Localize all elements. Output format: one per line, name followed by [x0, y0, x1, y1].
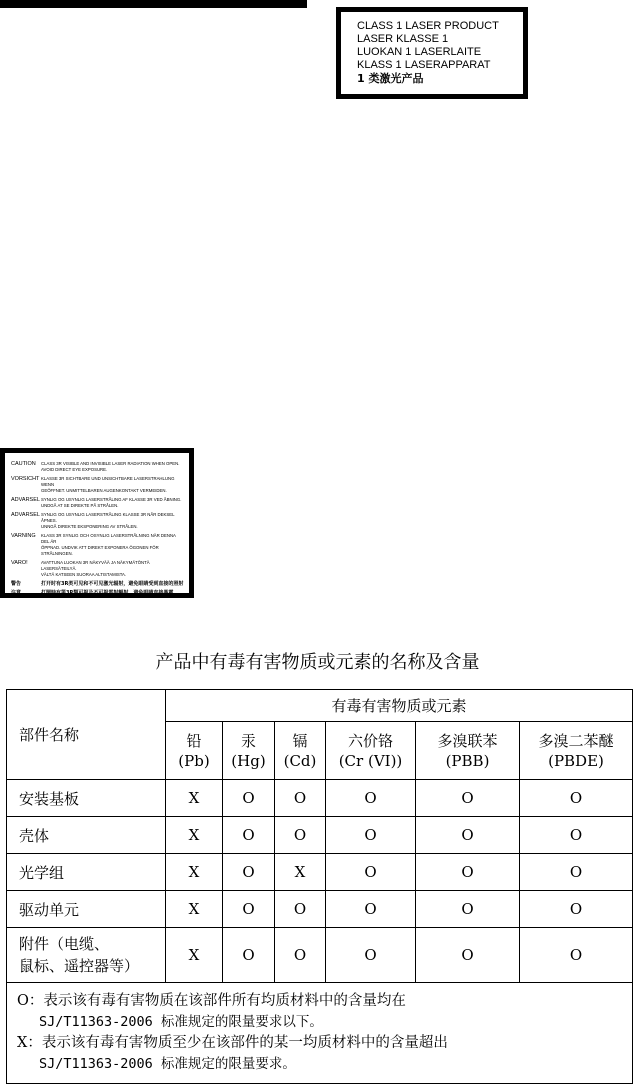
- caution-key: VORSICHT: [11, 476, 40, 482]
- note-line: X：表示该有毒有害物质至少在该部件的某一均质材料中的含量超出: [17, 1035, 448, 1051]
- substance-value: O: [520, 817, 633, 854]
- substance-value: O: [275, 891, 326, 928]
- element-header: 镉 (Cd): [275, 722, 326, 780]
- caution-key: CAUTION: [11, 461, 36, 467]
- substance-value: O: [326, 928, 416, 983]
- hazard-table-title: 产品中有毒有害物质或元素的名称及含量: [155, 652, 480, 673]
- element-header: 六价铬 (Cr (VI)): [326, 722, 416, 780]
- caution-key: VARNING: [11, 533, 36, 539]
- caution-text: CLASS 3R VISIBLE AND INVISIBLE LASER RADIATION WHEN OPEN. AVOID DIRECT EYE EXPOSURE.: [41, 461, 180, 472]
- part-name: 驱动单元: [7, 891, 166, 928]
- part-name: 光学组: [7, 854, 166, 891]
- caution-text: 打開時有第3R類可視及不可視雷射輻射，避免眼睛直接暴露: [41, 590, 174, 596]
- element-header: 多溴二苯醚 (PBDE): [520, 722, 633, 780]
- caution-row: [11, 560, 185, 578]
- caution-text: KLASSE 3R SICHTBARE UND UNSICHTBARE LASERSTRAHLUNG WENN GEÖFFNET. UNMITTELBAREN AUGENKONTAKT VERMEIDEN.: [41, 476, 175, 493]
- part-name-header: 部件名称: [7, 690, 166, 780]
- substance-value: X: [166, 928, 223, 983]
- substance-value: X: [166, 817, 223, 854]
- caution-key: 警告: [11, 581, 22, 587]
- table-row: [7, 780, 633, 817]
- note-line: O：表示该有毒有害物质在该部件所有均质材料中的含量均在: [17, 993, 406, 1009]
- substance-value: O: [223, 928, 275, 983]
- caution-label: [0, 448, 194, 598]
- laser-label-line: CLASS 1 LASER PRODUCT: [357, 20, 499, 32]
- laser-class-label: [336, 7, 528, 99]
- substance-value: O: [326, 780, 416, 817]
- laser-label-line: LUOKAN 1 LASERLAITE: [357, 46, 482, 58]
- caution-key: 注意: [11, 590, 22, 596]
- caution-text: AVATTUNA LUOKAN 3R NÄKYVÄÄ JA NÄKYMÄTÖNTÄ LASERSÄTEILYÄ. VÄLTÄ KATSEEN SUORAA ALTISTAMISTA.: [41, 560, 150, 577]
- table-row: [7, 928, 633, 983]
- substance-value: O: [223, 780, 275, 817]
- caution-row: [11, 533, 185, 557]
- laser-label-line: 1 类激光产品: [357, 72, 424, 85]
- substance-value: O: [223, 817, 275, 854]
- substance-value: O: [520, 854, 633, 891]
- caution-key: ADVARSEL: [11, 512, 40, 518]
- caution-key: ADVARSEL: [11, 497, 40, 503]
- caution-text: KLASS 3R SYNLIG OCH OSYNLIG LASERSTRÅLNING NÄR DENNA DEL ÄR ÖPPNAD. UNDVIK ATT DIREKT EXPONERA ÖGONEN FÖR STRÅLNINGEN.: [41, 533, 176, 556]
- caution-row: [11, 497, 185, 509]
- substance-value: O: [416, 928, 520, 983]
- element-header: 汞 (Hg): [223, 722, 275, 780]
- substance-value: X: [275, 854, 326, 891]
- caution-row: [11, 581, 185, 587]
- substance-value: O: [520, 891, 633, 928]
- part-name: 壳体: [7, 817, 166, 854]
- substance-value: O: [326, 891, 416, 928]
- caution-text: SYNLIG OG USYNLIG LASERSTRÅLING KLASSE 3R NÅR DEKSEL ÅPNES. UNNGÅ DIREKTE EKSPONERING AV STRÅLEN.: [41, 512, 175, 529]
- table-notes: [7, 983, 633, 1084]
- table-row: [7, 891, 633, 928]
- substance-value: O: [275, 817, 326, 854]
- caution-row: [11, 476, 185, 494]
- substance-value: O: [275, 928, 326, 983]
- top-rule: [0, 0, 307, 8]
- table-row: [7, 817, 633, 854]
- laser-label-line: LASER KLASSE 1: [357, 33, 449, 45]
- substance-value: O: [416, 817, 520, 854]
- substance-value: O: [223, 891, 275, 928]
- note-line: SJ/T11363-2006 标准规定的限量要求以下。: [39, 1014, 323, 1030]
- substance-value: O: [520, 780, 633, 817]
- part-name: 安装基板: [7, 780, 166, 817]
- element-header: 铅 (Pb): [166, 722, 223, 780]
- laser-label-line: KLASS 1 LASERAPPARAT: [357, 59, 491, 71]
- substance-value: O: [416, 854, 520, 891]
- substance-value: O: [416, 891, 520, 928]
- substance-value: X: [166, 891, 223, 928]
- caution-row: [11, 590, 185, 596]
- substance-value: O: [223, 854, 275, 891]
- caution-text: 打开时有3R类可见和不可见激光辐射，避免眼睛受到直接的照射: [41, 581, 184, 587]
- substance-value: X: [166, 854, 223, 891]
- substance-value: O: [275, 780, 326, 817]
- element-header: 多溴联苯 (PBB): [416, 722, 520, 780]
- substance-value: O: [416, 780, 520, 817]
- caution-text: SYNLIG OG USYNLIG LASERSTRÅLING AF KLASSE 3R VED ÅBNING. UNDGÅ AT SE DIREKTE PÅ STRÅLEN.: [41, 497, 182, 508]
- note-line: SJ/T11363-2006 标准规定的限量要求。: [39, 1056, 296, 1072]
- substance-group-header: 有毒有害物质或元素: [166, 690, 633, 722]
- caution-key: VARO!: [11, 560, 28, 566]
- substance-value: O: [326, 854, 416, 891]
- table-row: [7, 854, 633, 891]
- substance-value: O: [326, 817, 416, 854]
- part-name: 附件（电缆、 鼠标、遥控器等）: [7, 928, 166, 983]
- caution-row: [11, 461, 185, 473]
- substance-value: O: [520, 928, 633, 983]
- substance-value: X: [166, 780, 223, 817]
- caution-row: [11, 512, 185, 530]
- hazard-substance-table: [6, 689, 633, 1084]
